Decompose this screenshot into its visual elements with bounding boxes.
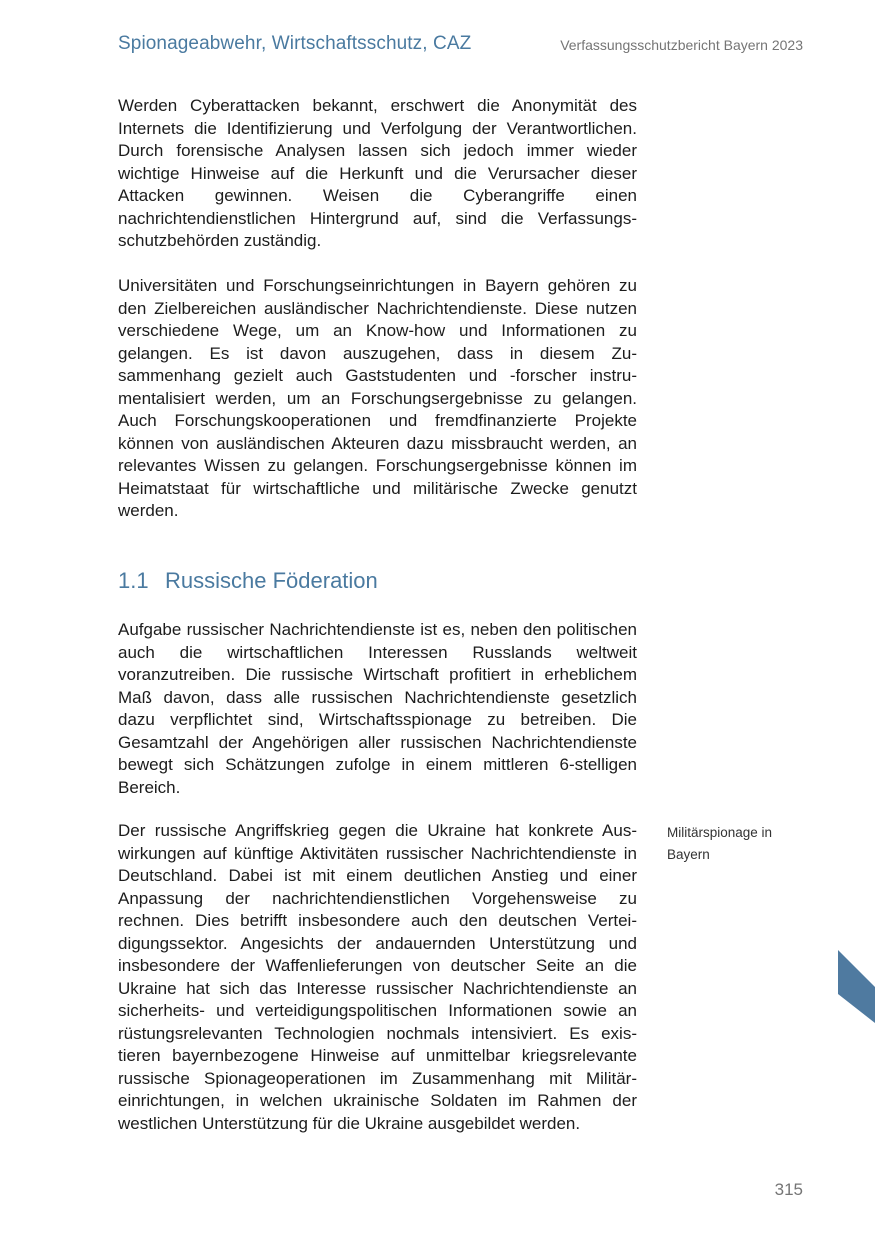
margin-note: Militärspionage in Bayern — [667, 825, 773, 862]
chapter-tab-shape — [838, 950, 875, 1023]
paragraph: Aufgabe russischer Nachrichtendienste ist es, neben den politischen auch die wirtschaftlichen Interessen Russlands weltweit voranzutreiben. Die russische Wirtschaft profitiert in erheblichem Maß davon, dass alle russischen Nachrichtendienste gesetzlich dazu verpflichtet sind, Wirtschaftsspionage zu betreiben. Die Gesamtzahl der Angehörigen aller russischen Nachrichtendienste bewegt sich Schätzungen zufolge in einem mittleren 6-stelligen Bereich. — [118, 620, 637, 797]
page-number: 315 — [774, 1180, 803, 1199]
running-header-section: Spionageabwehr, Wirtschaftsschutz, CAZ — [118, 33, 472, 54]
paragraph: Der russische Angriffskrieg gegen die Ukraine hat konkrete Auswirkungen auf künftige Aktivitäten russischer Nachrichtendienste in Deutschland. Dabei ist mit einem deutlichen Anstieg und einer Anpassung der nachrichtendienstlichen Vorgehensweise zu rechnen. Dies betrifft insbesondere auch den deutschen Verteidigungssektor. Angesichts der andauernden Unterstützung und insbesondere der Waffenlieferungen von deutscher Seite an die Ukraine hat sich das Interesse russischer Nachrichtendienste an sicherheits- und verteidigungspolitischen Informationen sowie an rüstungsrelevanten Technologien nochmals intensiviert. Es existieren bayernbezogene Hinweise auf unmittelbar kriegsrelevante russische Spionageoperationen im Zusammenhang mit Militäreinrichtungen, in welchen ukrainische Soldaten im Rahmen der westlichen Unterstützung für die Ukraine ausgebildet werden. — [118, 821, 637, 1133]
section-heading — [118, 568, 378, 594]
chapter-tab-marker — [838, 950, 875, 1023]
section-number: 1.1 — [118, 568, 149, 593]
running-header-report: Verfassungsschutzbericht Bayern 2023 — [560, 37, 803, 53]
paragraph: Werden Cyberattacken bekannt, erschwert die Anonymität des Internets die Identifizierung und Verfolgung der Verantwortlichen. Durch forensische Analysen lassen sich jedoch immer wieder wichtige Hinweise auf die Herkunft und die Verursacher dieser Attacken gewinnen. Weisen die Cyberangriffe einen nachrichtendienstlichen Hintergrund auf, sind die Verfassungsschutzbehörden zuständig. — [118, 96, 637, 250]
paragraph: Universitäten und Forschungseinrichtungen in Bayern gehören zu den Zielbereichen ausländischer Nachrichtendienste. Diese nutzen verschiedene Wege, um an Know-how und Informationen zu gelangen. Es ist davon auszugehen, dass in diesem Zusammenhang gezielt auch Gaststudenten und -forscher instrumentalisiert werden, um an Forschungsergebnisse zu gelangen. Auch Forschungskooperationen und fremdfinanzierte Projekte können von ausländischen Akteuren dazu missbraucht werden, an relevantes Wissen zu gelangen. Forschungsergebnisse können im Heimatstaat für wirtschaftliche und militärische Zwecke genutzt werden. — [118, 276, 637, 520]
section-title: Russische Föderation — [165, 568, 378, 593]
